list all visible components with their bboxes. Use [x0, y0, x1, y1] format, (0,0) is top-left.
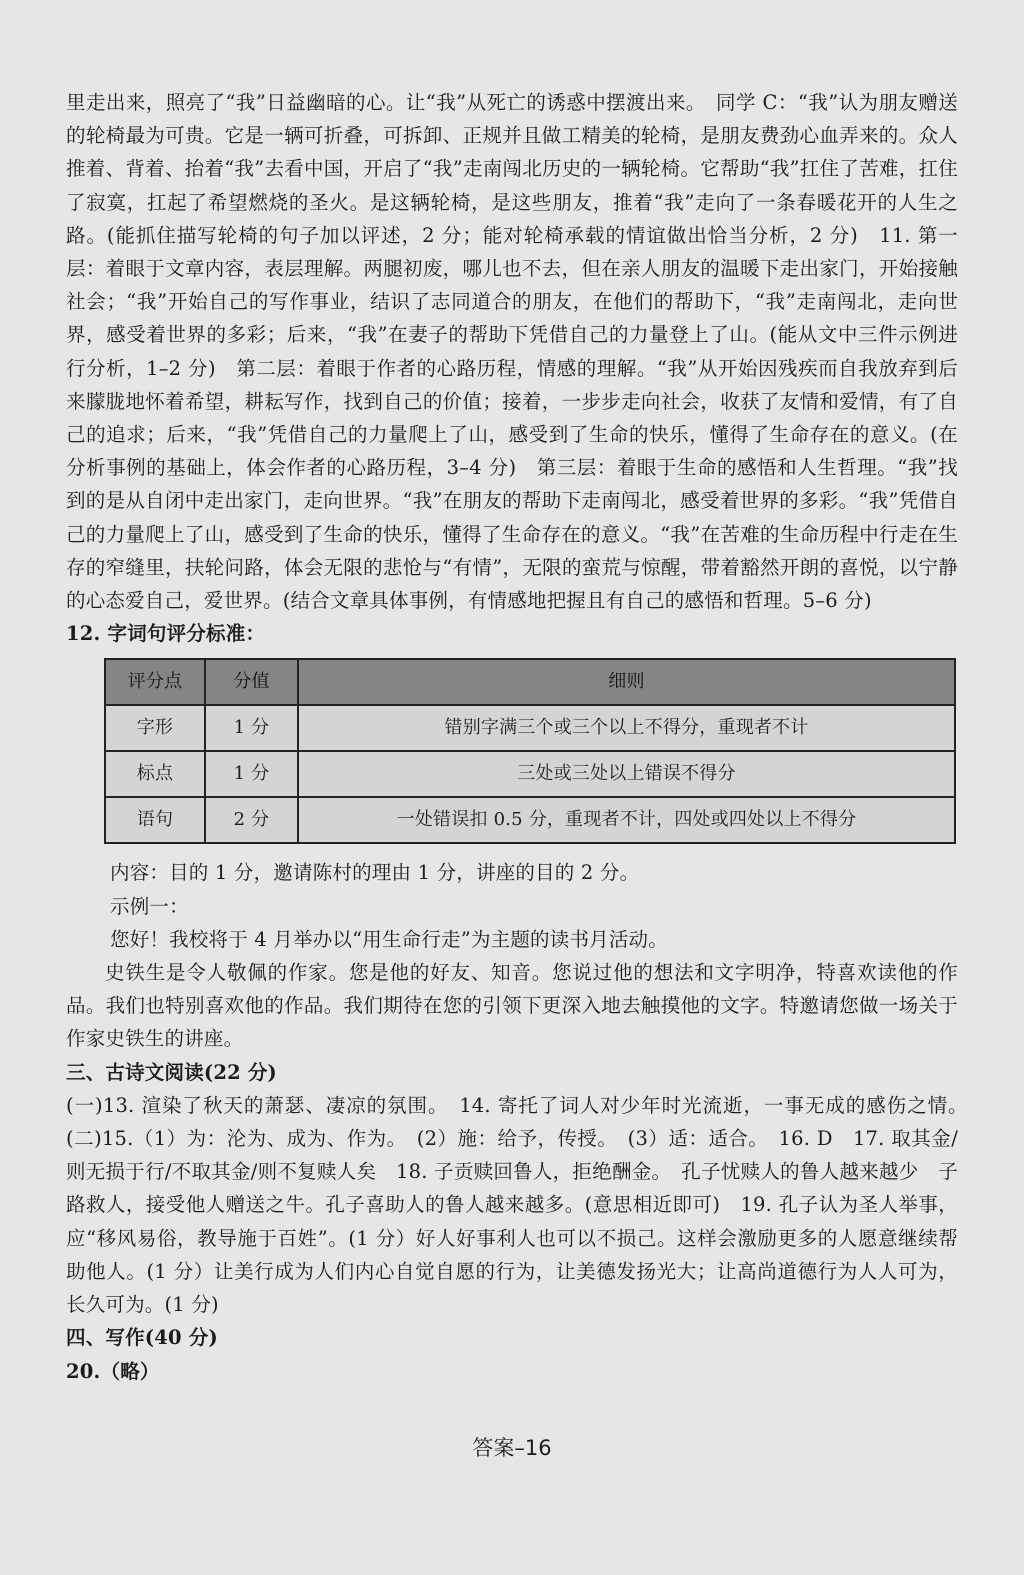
- table-row: [105, 751, 955, 797]
- table-cell: 2 分: [205, 797, 298, 843]
- section-4-title: 四、写作(40 分): [66, 1326, 218, 1350]
- table-row: [105, 797, 955, 843]
- table-row: [105, 705, 955, 751]
- section-3-title: 三、古诗文阅读(22 分): [66, 1060, 277, 1084]
- q12-title: 12. 字词句评分标准：: [66, 622, 266, 646]
- table-cell: 1 分: [205, 751, 298, 797]
- content-scoring-line: 内容：目的 1 分，邀请陈村的理由 1 分，讲座的目的 2 分。: [110, 861, 640, 885]
- page-footer: 答案–16: [472, 1436, 552, 1460]
- section-3-answers: (一)13. 渲染了秋天的萧瑟、凄凉的氛围。 14. 寄托了词人对少年时光流逝，一事无成的感伤之情。 (二)15.（1）为：沦为、成为、作为。 (2）施：给予，传授。 (3）适：适合。 16. D 17. 取其金/则无损于行/不取其金/则不复赎人矣 18. 子贡赎回鲁人，拒绝酬金。 孔子忧赎人的鲁人越来越少 子路救人，接受他人赠送之牛。孔子喜助人的鲁人越来越多。(意思相近即可) 19. 孔子认为圣人举事，应“移风易俗，教导施于百姓”。(1 分）好人好事利人也可以不损己。这样会激励更多的人愿意继续帮助他人。(1 分）让美行成为人们内心自觉自愿的行为，让美德发扬光大；让高尚道德行为人人可为，长久可为。(1 分): [66, 1093, 978, 1317]
- letter-greeting: 您好！我校将于 4 月举办以“用生命行走”为主题的读书月活动。: [110, 927, 668, 951]
- answer-paragraph-10-11: 里走出来，照亮了“我”日益幽暗的心。让“我”从死亡的诱惑中摆渡出来。 同学 C：“我”认为朋友赠送的轮椅最为可贵。它是一辆可折叠，可拆卸、正规并且做工精美的轮椅，是朋友费劲心血弄来的。众人推着、背着、抬着“我”去看中国，开启了“我”走南闯北历史的一辆轮椅。它帮助“我”扛住了苦难，扛住了寂寞，扛起了希望燃烧的圣火。是这辆轮椅，是这些朋友，推着“我”走向了一条春暖花开的人生之路。(能抓住描写轮椅的句子加以评述，2 分；能对轮椅承载的情谊做出恰当分析，2 分) 11. 第一层：着眼于文章内容，表层理解。两腿初废，哪儿也不去，但在亲人朋友的温暖下走出家门，开始接触社会；“我”开始自己的写作事业，结识了志同道合的朋友，在他们的帮助下，“我”走南闯北，走向世界，感受着世界的多彩；后来，“我”在妻子的帮助下凭借自己的力量登上了山。(能从文中三件示例进行分析，1–2 分) 第二层：着眼于作者的心路历程，情感的理解。“我”从开始因残疾而自我放弃到后来朦胧地怀着希望，耕耘写作，找到自己的价值；接着，一步步走向社会，收获了友情和爱情，有了自己的追求；后来，“我”凭借自己的力量爬上了山，感受到了生命的快乐，懂得了生命存在的意义。(在分析事例的基础上，体会作者的心路历程，3–4 分) 第三层：着眼于生命的感悟和人生哲理。“我”找到的是从自闭中走出家门，走向世界。“我”在朋友的帮助下走南闯北，感受着世界的多彩。“我”凭借自己的力量爬上了山，感受到了生命的快乐，懂得了生命存在的意义。“我”在苦难的生命历程中行走在生存的窄缝里，扶轮问路，体会无限的悲怆与“有情”，无限的蛮荒与惊醒，带着豁然开朗的喜悦，以宁静的心态爱自己，爱世界。(结合文章具体事例，有情感地把握且有自己的感悟和哲理。5–6 分): [66, 91, 958, 613]
- table-cell: 错别字满三个或三个以上不得分，重现者不计: [298, 705, 955, 751]
- q20-answer: 20.（略）: [66, 1359, 160, 1383]
- table-header-row: [105, 659, 955, 705]
- scoring-table: [104, 658, 956, 844]
- table-cell: 一处错误扣 0.5 分，重现者不计，四处或四处以上不得分: [298, 797, 955, 843]
- letter-body: 史铁生是令人敬佩的作家。您是他的好友、知音。您说过他的想法和文字明净，特喜欢读他的作品。我们也特别喜欢他的作品。我们期待在您的引领下更深入地去触摸他的文字。特邀请您做一场关于作家史铁生的讲座。: [66, 961, 958, 1051]
- table-cell: 标点: [105, 751, 205, 797]
- table-cell: 字形: [105, 705, 205, 751]
- answer-content: [66, 86, 978, 1388]
- table-cell: 语句: [105, 797, 205, 843]
- table-cell: 1 分: [205, 705, 298, 751]
- example-label: 示例一：: [110, 894, 189, 918]
- table-header-cell: 评分点: [105, 659, 205, 705]
- table-header-cell: 细则: [298, 659, 955, 705]
- table-cell: 三处或三处以上错误不得分: [298, 751, 955, 797]
- table-header-cell: 分值: [205, 659, 298, 705]
